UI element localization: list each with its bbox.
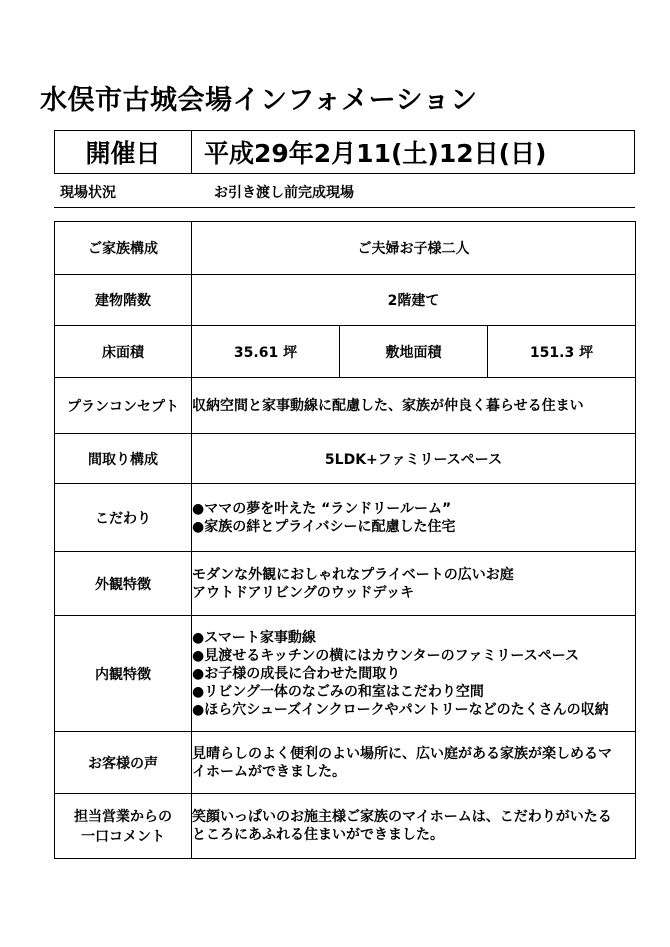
- list-item: イホームができました。: [192, 763, 346, 780]
- layout-value: 5LDK+ファミリースペース: [192, 434, 636, 484]
- list-item: ●ママの夢を叶えた “ランドリールーム”: [192, 500, 452, 517]
- list-item: ●スマート家事動線: [192, 629, 316, 646]
- family-label: ご家族構成: [55, 222, 192, 275]
- floor-area-value: 35.61 坪: [192, 326, 340, 378]
- customer-voice-label: お客様の声: [55, 732, 192, 794]
- customer-voice-value: [192, 732, 636, 794]
- table-row: [55, 794, 636, 859]
- floors-value: 2階建て: [192, 275, 636, 326]
- site-status-row: [54, 178, 635, 208]
- plan-concept-value: 収納空間と家事動線に配慮した、家族が仲良く暮らせる住まい: [192, 378, 636, 434]
- land-area-label: 敷地面積: [340, 326, 488, 378]
- table-row: [55, 378, 636, 434]
- interior-value: [192, 616, 636, 732]
- floors-label: 建物階数: [55, 275, 192, 326]
- table-row: [55, 326, 636, 378]
- site-status-label: 現場状況: [60, 185, 116, 201]
- sales-comment-label-line: 一口コメント: [81, 829, 165, 845]
- floor-area-label: 床面積: [55, 326, 192, 378]
- plan-concept-label: プランコンセプト: [55, 378, 192, 434]
- page-title: 水俣市古城会場インフォメーション: [40, 85, 478, 116]
- exterior-value: [192, 552, 636, 616]
- interior-label: 内観特徴: [55, 616, 192, 732]
- event-date-box: [54, 130, 635, 174]
- kodawari-label: こだわり: [55, 484, 192, 552]
- table-row: [55, 222, 636, 275]
- sales-comment-label: [55, 794, 192, 859]
- table-row: [55, 275, 636, 326]
- family-value: ご夫婦お子様二人: [192, 222, 636, 275]
- table-row: [55, 732, 636, 794]
- list-item: アウトドアリビングのウッドデッキ: [192, 584, 415, 601]
- list-item: ●家族の絆とプライバシーに配慮した住宅: [192, 518, 456, 535]
- kodawari-value: [192, 484, 636, 552]
- list-item: モダンな外観におしゃれなプライベートの広いお庭: [192, 566, 514, 583]
- site-status-value: お引き渡し前完成現場: [214, 185, 354, 201]
- table-row: [55, 434, 636, 484]
- land-area-value: 151.3 坪: [488, 326, 636, 378]
- event-date-label: 開催日: [55, 131, 192, 173]
- list-item: ●リビング一体のなごみの和室はこだわり空間: [192, 683, 484, 700]
- exterior-label: 外観特徴: [55, 552, 192, 616]
- property-info-table: [54, 221, 636, 859]
- list-item: 見晴らしのよく便利のよい場所に、広い庭がある家族が楽しめるマ: [192, 745, 612, 762]
- table-row: [55, 616, 636, 732]
- list-item: ●お子様の成長に合わせた間取り: [192, 665, 401, 682]
- list-item: 笑顔いっぱいのお施主様ご家族のマイホームは、こだわりがいたる: [192, 809, 612, 825]
- list-item: ●見渡せるキッチンの横にはカウンターのファミリースペース: [192, 647, 579, 664]
- table-row: [55, 552, 636, 616]
- sales-comment-value: [192, 794, 636, 859]
- event-date-value: 平成29年2月11(土)12日(日): [204, 139, 547, 168]
- table-row: [55, 484, 636, 552]
- layout-label: 間取り構成: [55, 434, 192, 484]
- list-item: ●ほら穴シューズインクロークやパントリーなどのたくさんの収納: [192, 701, 609, 718]
- list-item: ところにあふれる住まいができました。: [192, 827, 444, 843]
- sales-comment-label-line: 担当営業からの: [74, 809, 172, 825]
